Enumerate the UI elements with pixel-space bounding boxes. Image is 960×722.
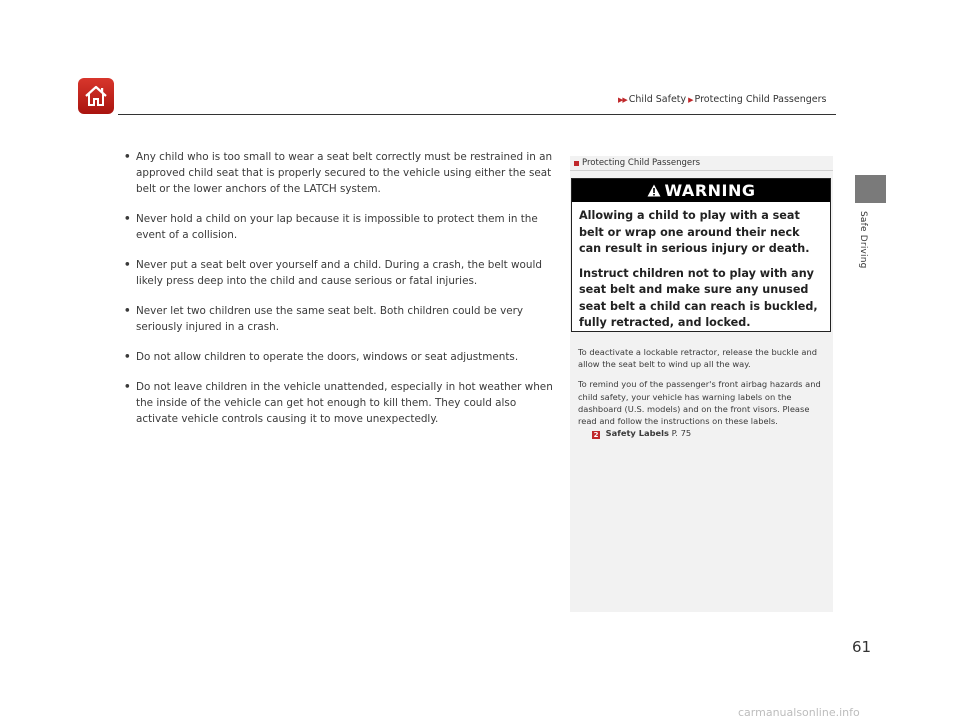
breadcrumb [616, 94, 826, 105]
cross-reference-page: P. 75 [671, 428, 692, 439]
cross-reference-label: Safety Labels [605, 428, 669, 439]
list-item [124, 350, 554, 366]
list-item [124, 380, 554, 427]
chapter-tab-label: Safe Driving [858, 211, 868, 269]
warning-body [572, 202, 830, 332]
bullet-icon: • [124, 212, 131, 225]
header-divider [118, 114, 836, 115]
cross-reference-link[interactable] [578, 427, 827, 439]
list-item [124, 212, 554, 244]
bullet-icon: • [124, 351, 131, 364]
sidebar-notes-panel [570, 156, 833, 612]
note-paragraph: To deactivate a lockable retractor, release the buckle and allow the seat belt to wind up all the way. [578, 347, 818, 370]
breadcrumb-item-child-safety[interactable]: Child Safety [628, 94, 687, 105]
breadcrumb-arrow-icon: ▶ [688, 95, 693, 104]
sidebar-header [570, 156, 833, 171]
home-icon [83, 84, 109, 108]
warning-box [571, 178, 831, 332]
watermark: carmanualsonline.info [738, 706, 860, 719]
sidebar-notes [570, 332, 833, 439]
list-item [124, 150, 554, 197]
page-number: 61 [852, 638, 872, 656]
warning-triangle-icon [647, 184, 661, 197]
list-item-text: Never hold a child on your lap because it is impossible to protect them in the event of a collision. [136, 212, 538, 241]
warning-header [572, 179, 830, 202]
bullet-icon: • [124, 381, 131, 394]
note-paragraph: To remind you of the passenger's front airbag hazards and child safety, your vehicle has warning labels on the dashboard (U.S. models) and on the front visors. Please read and follow the instructions on these labels. [578, 379, 821, 427]
bullet-icon: • [124, 151, 131, 163]
home-button[interactable] [78, 78, 114, 114]
list-item [124, 258, 554, 290]
list-item-text: Any child who is too small to wear a seat belt correctly must be restrained in an approved child seat that is properly secured to the vehicle using either the seat belt or the lower anchors of the LATCH system. [136, 151, 553, 195]
bullet-icon: • [124, 305, 131, 318]
list-item-text: Never put a seat belt over yourself and a child. During a crash, the belt would likely press deep into the child and cause serious or fatal injuries. [136, 258, 542, 287]
list-item-text: Do not allow children to operate the doors, windows or seat adjustments. [136, 351, 519, 364]
chapter-tab-marker[interactable] [855, 175, 886, 203]
warning-title: WARNING [664, 181, 756, 200]
breadcrumb-item-protecting-child-passengers[interactable]: Protecting Child Passengers [694, 94, 827, 105]
bullet-icon: • [124, 258, 131, 271]
list-item-text: Do not leave children in the vehicle unattended, especially in hot weather when the inside of the vehicle can get hot enough to kill them. They could also activate vehicle controls causing it to move unexpectedly. [136, 381, 553, 426]
list-item [124, 304, 554, 336]
section-marker-icon [574, 161, 579, 166]
safety-bullet-list [124, 150, 554, 442]
cross-reference-icon: 2 [593, 431, 599, 440]
warning-paragraph: Allowing a child to play with a seat belt or wrap one around their neck can result in serious injury or death. [579, 209, 810, 255]
sidebar-title: Protecting Child Passengers [582, 158, 701, 168]
warning-paragraph: Instruct children not to play with any seat belt and make sure any unused seat belt a child can reach is buckled, fully retracted, and locked. [579, 266, 818, 329]
breadcrumb-arrow-icon: ▶▶ [618, 95, 627, 104]
list-item-text: Never let two children use the same seat belt. Both children could be very seriously injured in a crash. [136, 305, 524, 333]
